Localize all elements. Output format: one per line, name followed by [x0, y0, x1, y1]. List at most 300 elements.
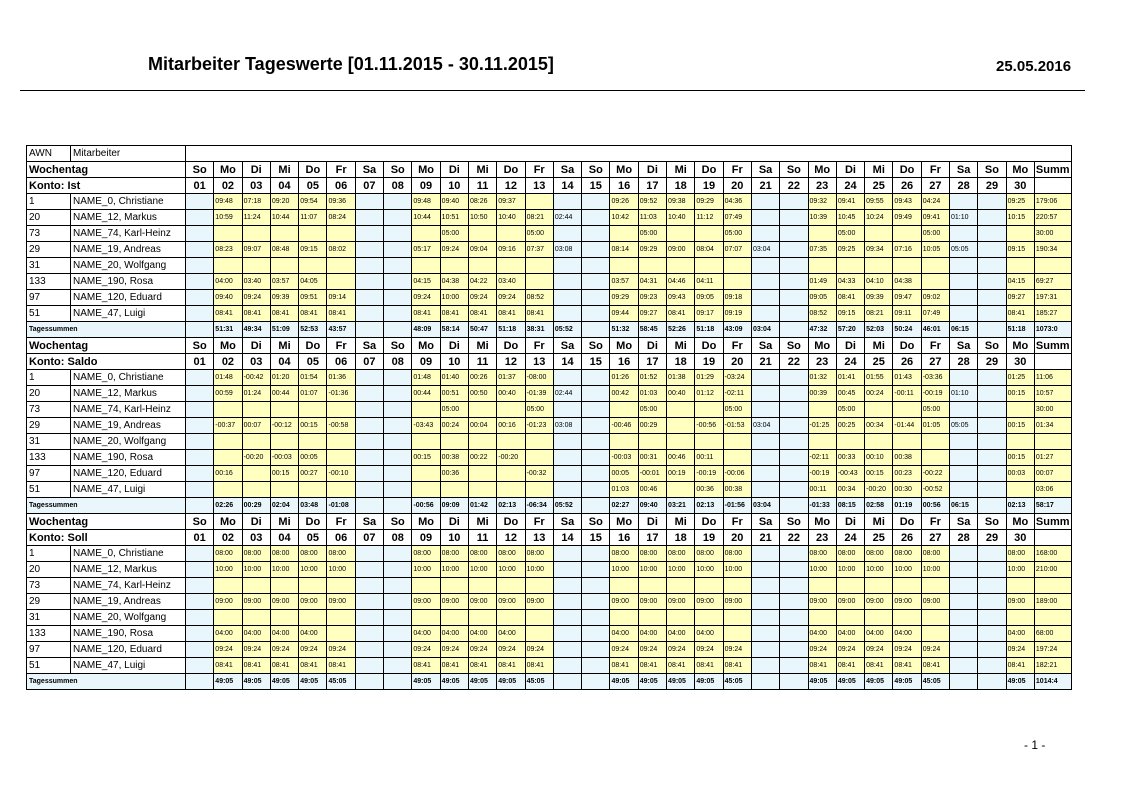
total-cell: -01:56: [723, 498, 751, 514]
value-cell: [978, 290, 1006, 306]
day-number-cell: 25: [865, 354, 893, 370]
value-cell: [468, 226, 496, 242]
value-cell: [214, 450, 242, 466]
value-cell: [836, 434, 864, 450]
value-cell: 10:00: [921, 562, 949, 578]
value-cell: [355, 402, 383, 418]
value-cell: 00:15: [1006, 386, 1034, 402]
weekday-cell: Di: [836, 514, 864, 530]
value-cell: -01:53: [723, 418, 751, 434]
value-cell: 05:00: [723, 402, 751, 418]
value-cell: [780, 194, 808, 210]
weekday-cell: Mi: [468, 162, 496, 178]
total-cell: 49:05: [497, 674, 525, 690]
value-cell: [412, 482, 440, 498]
value-cell: [582, 562, 610, 578]
weekday-cell: Di: [638, 338, 666, 354]
value-cell: [242, 226, 270, 242]
value-cell: [921, 450, 949, 466]
value-cell: [384, 578, 412, 594]
day-number-cell: 28: [950, 178, 978, 194]
day-number-cell: 03: [242, 530, 270, 546]
total-cell: 45:05: [921, 674, 949, 690]
value-cell: [186, 658, 214, 674]
total-cell: 49:05: [667, 674, 695, 690]
value-cell: [525, 610, 553, 626]
value-cell: -03:36: [921, 370, 949, 386]
value-cell: -00:32: [525, 466, 553, 482]
weekday-cell: So: [384, 338, 412, 354]
day-number-cell: 22: [780, 178, 808, 194]
value-cell: 08:00: [214, 546, 242, 562]
value-cell: 09:24: [242, 642, 270, 658]
value-cell: [808, 402, 836, 418]
value-cell: 08:41: [299, 306, 327, 322]
value-cell: 04:00: [440, 626, 468, 642]
total-cell: 52:03: [865, 322, 893, 338]
value-cell: [355, 306, 383, 322]
day-number-cell: [1034, 354, 1071, 370]
value-cell: 10:05: [921, 242, 949, 258]
value-cell: [242, 466, 270, 482]
value-cell: 08:41: [865, 658, 893, 674]
value-cell: [582, 386, 610, 402]
value-cell: [667, 226, 695, 242]
day-number-cell: 20: [723, 178, 751, 194]
day-number-cell: 11: [468, 178, 496, 194]
value-cell: [610, 226, 638, 242]
value-cell: -00:19: [695, 466, 723, 482]
value-cell: [497, 482, 525, 498]
value-cell: [384, 402, 412, 418]
day-number-cell: 13: [525, 530, 553, 546]
value-cell: [186, 194, 214, 210]
value-cell: [384, 226, 412, 242]
employee-name: NAME_190, Rosa: [71, 450, 186, 466]
value-cell: 03:08: [553, 418, 581, 434]
value-cell: 04:38: [440, 274, 468, 290]
value-cell: 00:33: [836, 450, 864, 466]
value-cell: 10:00: [836, 562, 864, 578]
value-cell: [355, 578, 383, 594]
employee-name: NAME_20, Wolfgang: [71, 610, 186, 626]
value-cell: 01:26: [610, 370, 638, 386]
value-cell: 00:07: [1034, 466, 1071, 482]
value-cell: 00:46: [638, 482, 666, 498]
value-cell: [1006, 610, 1034, 626]
value-cell: 04:00: [497, 626, 525, 642]
value-cell: [950, 466, 978, 482]
value-cell: [214, 402, 242, 418]
total-cell: 06:15: [950, 498, 978, 514]
total-cell: 02:04: [270, 498, 298, 514]
value-cell: [723, 450, 751, 466]
employee-name: NAME_47, Luigi: [71, 658, 186, 674]
value-cell: [468, 466, 496, 482]
total-cell: 49:34: [242, 322, 270, 338]
value-cell: 04:00: [270, 626, 298, 642]
value-cell: 00:15: [865, 466, 893, 482]
value-cell: 182:21: [1034, 658, 1071, 674]
employee-id: 73: [27, 578, 71, 594]
value-cell: 09:00: [497, 594, 525, 610]
value-cell: 00:10: [865, 450, 893, 466]
employee-name: NAME_47, Luigi: [71, 482, 186, 498]
value-cell: 09:24: [468, 290, 496, 306]
value-cell: 08:02: [327, 242, 355, 258]
value-cell: 09:24: [440, 642, 468, 658]
value-cell: [497, 434, 525, 450]
weekday-cell: Do: [695, 162, 723, 178]
value-cell: [186, 274, 214, 290]
value-cell: [751, 306, 779, 322]
value-cell: [553, 306, 581, 322]
value-cell: 00:19: [667, 466, 695, 482]
total-cell: [384, 674, 412, 690]
value-cell: [582, 450, 610, 466]
value-cell: 10:59: [214, 210, 242, 226]
value-cell: [1034, 610, 1071, 626]
day-number-cell: 17: [638, 354, 666, 370]
value-cell: 08:21: [525, 210, 553, 226]
employee-row: [27, 370, 1072, 386]
value-cell: [836, 258, 864, 274]
weekday-cell: Do: [893, 338, 921, 354]
value-cell: [186, 434, 214, 450]
employee-row: [27, 610, 1072, 626]
day-number-cell: 14: [553, 178, 581, 194]
value-cell: [214, 434, 242, 450]
total-cell: 43:57: [327, 322, 355, 338]
value-cell: 08:41: [638, 658, 666, 674]
employee-name: NAME_12, Markus: [71, 562, 186, 578]
weekday-cell: Di: [440, 338, 468, 354]
weekday-cell: Sa: [751, 514, 779, 530]
value-cell: [780, 562, 808, 578]
total-cell: 49:05: [440, 674, 468, 690]
weekday-label: Wochentag: [27, 514, 186, 530]
totals-label: Tagessummen: [27, 322, 186, 338]
value-cell: 00:15: [1006, 418, 1034, 434]
value-cell: 10:00: [723, 562, 751, 578]
weekday-cell: Mi: [270, 338, 298, 354]
value-cell: 09:00: [1006, 594, 1034, 610]
value-cell: [186, 642, 214, 658]
weekday-cell: So: [780, 162, 808, 178]
day-number-cell: 21: [751, 530, 779, 546]
value-cell: [780, 226, 808, 242]
value-cell: 01:27: [1034, 450, 1071, 466]
value-cell: 01:52: [638, 370, 666, 386]
value-cell: 09:40: [440, 194, 468, 210]
day-number-cell: 07: [355, 530, 383, 546]
value-cell: [751, 450, 779, 466]
value-cell: [440, 258, 468, 274]
day-number-cell: 02: [214, 354, 242, 370]
value-cell: 09:36: [327, 194, 355, 210]
value-cell: 03:40: [242, 274, 270, 290]
value-cell: 10:00: [497, 562, 525, 578]
value-cell: [865, 610, 893, 626]
day-number-cell: 02: [214, 178, 242, 194]
value-cell: -01:39: [525, 386, 553, 402]
value-cell: 08:00: [299, 546, 327, 562]
day-number-cell: 23: [808, 354, 836, 370]
weekday-cell: Mi: [667, 514, 695, 530]
value-cell: 09:00: [214, 594, 242, 610]
employee-id: 97: [27, 290, 71, 306]
value-cell: [186, 226, 214, 242]
value-cell: [1034, 434, 1071, 450]
value-cell: 00:15: [299, 418, 327, 434]
weekday-cell: Mi: [667, 162, 695, 178]
day-number-cell: 15: [582, 178, 610, 194]
value-cell: 09:54: [299, 194, 327, 210]
value-cell: 09:48: [412, 194, 440, 210]
value-cell: [553, 642, 581, 658]
day-number-cell: 30: [1006, 530, 1034, 546]
value-cell: [553, 370, 581, 386]
day-number-cell: 30: [1006, 178, 1034, 194]
value-cell: [921, 258, 949, 274]
employee-row: [27, 210, 1072, 226]
value-cell: [468, 402, 496, 418]
value-cell: 05:00: [525, 226, 553, 242]
day-number-cell: 17: [638, 530, 666, 546]
value-cell: -00:19: [921, 386, 949, 402]
total-cell: 02:58: [865, 498, 893, 514]
weekday-cell: Fr: [921, 338, 949, 354]
value-cell: 09:00: [723, 594, 751, 610]
value-cell: [497, 466, 525, 482]
value-cell: [214, 258, 242, 274]
total-cell: 01:19: [893, 498, 921, 514]
value-cell: [695, 610, 723, 626]
value-cell: [780, 546, 808, 562]
value-cell: [553, 626, 581, 642]
value-cell: [751, 194, 779, 210]
value-cell: 09:27: [638, 306, 666, 322]
weekday-cell: Do: [695, 338, 723, 354]
value-cell: -00:03: [610, 450, 638, 466]
value-cell: [865, 258, 893, 274]
value-cell: 08:00: [1006, 546, 1034, 562]
value-cell: [186, 466, 214, 482]
value-cell: 08:00: [525, 546, 553, 562]
day-number-cell: 20: [723, 354, 751, 370]
value-cell: [355, 450, 383, 466]
value-cell: [582, 642, 610, 658]
weekday-cell: Mo: [808, 338, 836, 354]
day-number-cell: 11: [468, 530, 496, 546]
weekday-cell: Do: [497, 162, 525, 178]
value-cell: [186, 290, 214, 306]
value-cell: [950, 658, 978, 674]
value-cell: [412, 610, 440, 626]
weekday-cell: Fr: [921, 162, 949, 178]
value-cell: [355, 274, 383, 290]
value-cell: [270, 226, 298, 242]
weekday-label: Wochentag: [27, 338, 186, 354]
value-cell: [610, 578, 638, 594]
value-cell: 00:34: [836, 482, 864, 498]
value-cell: 04:15: [1006, 274, 1034, 290]
value-cell: [723, 258, 751, 274]
value-cell: 08:00: [808, 546, 836, 562]
value-cell: [553, 562, 581, 578]
weekday-cell: Mo: [412, 338, 440, 354]
value-cell: 04:00: [214, 274, 242, 290]
value-cell: [327, 482, 355, 498]
total-cell: 51:18: [1006, 322, 1034, 338]
value-cell: 09:25: [836, 242, 864, 258]
value-cell: -01:36: [327, 386, 355, 402]
value-cell: [978, 242, 1006, 258]
value-cell: [525, 626, 553, 642]
day-number-cell: 23: [808, 178, 836, 194]
value-cell: 11:24: [242, 210, 270, 226]
value-cell: [638, 258, 666, 274]
employee-name: NAME_20, Wolfgang: [71, 434, 186, 450]
value-cell: 09:24: [667, 642, 695, 658]
value-cell: [582, 482, 610, 498]
value-cell: [610, 258, 638, 274]
value-cell: 04:22: [468, 274, 496, 290]
value-cell: 08:41: [893, 658, 921, 674]
value-cell: [723, 626, 751, 642]
value-cell: 00:39: [808, 386, 836, 402]
value-cell: 08:41: [836, 290, 864, 306]
total-cell: [780, 322, 808, 338]
weekday-cell: Fr: [327, 514, 355, 530]
value-cell: 09:05: [808, 290, 836, 306]
value-cell: [780, 210, 808, 226]
value-cell: [921, 434, 949, 450]
value-cell: 197:31: [1034, 290, 1071, 306]
total-cell: [186, 498, 214, 514]
value-cell: 08:41: [723, 658, 751, 674]
day-number-cell: 18: [667, 178, 695, 194]
weekday-cell: Fr: [723, 338, 751, 354]
value-cell: 04:05: [299, 274, 327, 290]
value-cell: [780, 482, 808, 498]
value-cell: 08:41: [497, 306, 525, 322]
value-cell: [355, 610, 383, 626]
value-cell: 10:42: [610, 210, 638, 226]
total-cell: [751, 674, 779, 690]
value-cell: -00:12: [270, 418, 298, 434]
weekday-cell: Sa: [553, 338, 581, 354]
value-cell: [384, 594, 412, 610]
employee-name: NAME_74, Karl-Heinz: [71, 578, 186, 594]
value-cell: [695, 578, 723, 594]
day-number-cell: 26: [893, 354, 921, 370]
value-cell: 09:00: [695, 594, 723, 610]
value-cell: [950, 626, 978, 642]
value-cell: [978, 578, 1006, 594]
value-cell: 04:00: [836, 626, 864, 642]
value-cell: 09:29: [695, 194, 723, 210]
value-cell: [299, 482, 327, 498]
total-cell: 01:42: [468, 498, 496, 514]
value-cell: [242, 578, 270, 594]
value-cell: [299, 434, 327, 450]
value-cell: 09:24: [412, 290, 440, 306]
weekday-cell: Fr: [525, 338, 553, 354]
value-cell: 08:41: [327, 306, 355, 322]
value-cell: [270, 434, 298, 450]
value-cell: [384, 626, 412, 642]
total-cell: [355, 674, 383, 690]
value-cell: 08:52: [808, 306, 836, 322]
weekday-cell: Mo: [214, 338, 242, 354]
value-cell: [950, 274, 978, 290]
value-cell: 09:41: [921, 210, 949, 226]
value-cell: 09:15: [836, 306, 864, 322]
value-cell: -01:23: [525, 418, 553, 434]
total-cell: [582, 322, 610, 338]
employee-row: [27, 546, 1072, 562]
value-cell: 09:00: [242, 594, 270, 610]
value-cell: [270, 610, 298, 626]
value-cell: 00:25: [836, 418, 864, 434]
value-cell: 10:00: [865, 562, 893, 578]
employee-name: NAME_19, Andreas: [71, 594, 186, 610]
value-cell: 04:10: [865, 274, 893, 290]
total-cell: 05:52: [553, 322, 581, 338]
value-cell: [950, 290, 978, 306]
value-cell: 10:00: [468, 562, 496, 578]
value-cell: 197:24: [1034, 642, 1071, 658]
value-cell: 09:24: [610, 642, 638, 658]
value-cell: 00:40: [667, 386, 695, 402]
value-cell: 01:37: [497, 370, 525, 386]
value-cell: [299, 258, 327, 274]
value-cell: 08:00: [836, 546, 864, 562]
value-cell: 10:15: [1006, 210, 1034, 226]
employee-row: [27, 402, 1072, 418]
total-cell: 08:15: [836, 498, 864, 514]
value-cell: 10:00: [1006, 562, 1034, 578]
day-number-cell: [1034, 530, 1071, 546]
value-cell: 10:00: [214, 562, 242, 578]
value-cell: [582, 370, 610, 386]
value-cell: [355, 466, 383, 482]
value-cell: 01:41: [836, 370, 864, 386]
value-cell: [751, 258, 779, 274]
value-cell: [327, 610, 355, 626]
value-cell: 00:15: [1006, 450, 1034, 466]
employee-name: NAME_19, Andreas: [71, 418, 186, 434]
weekday-cell: Fr: [723, 514, 751, 530]
value-cell: 09:25: [1006, 194, 1034, 210]
employee-row: [27, 562, 1072, 578]
value-cell: [950, 450, 978, 466]
employee-row: [27, 258, 1072, 274]
value-cell: 08:00: [610, 546, 638, 562]
value-cell: [751, 386, 779, 402]
weekday-cell: Mo: [412, 514, 440, 530]
value-cell: [355, 642, 383, 658]
value-cell: [355, 386, 383, 402]
value-cell: 08:00: [497, 546, 525, 562]
value-cell: 05:00: [836, 402, 864, 418]
value-cell: 01:38: [667, 370, 695, 386]
day-number-cell: 04: [270, 530, 298, 546]
weekday-cell: Mi: [865, 514, 893, 530]
value-cell: [978, 194, 1006, 210]
value-cell: 09:24: [270, 642, 298, 658]
